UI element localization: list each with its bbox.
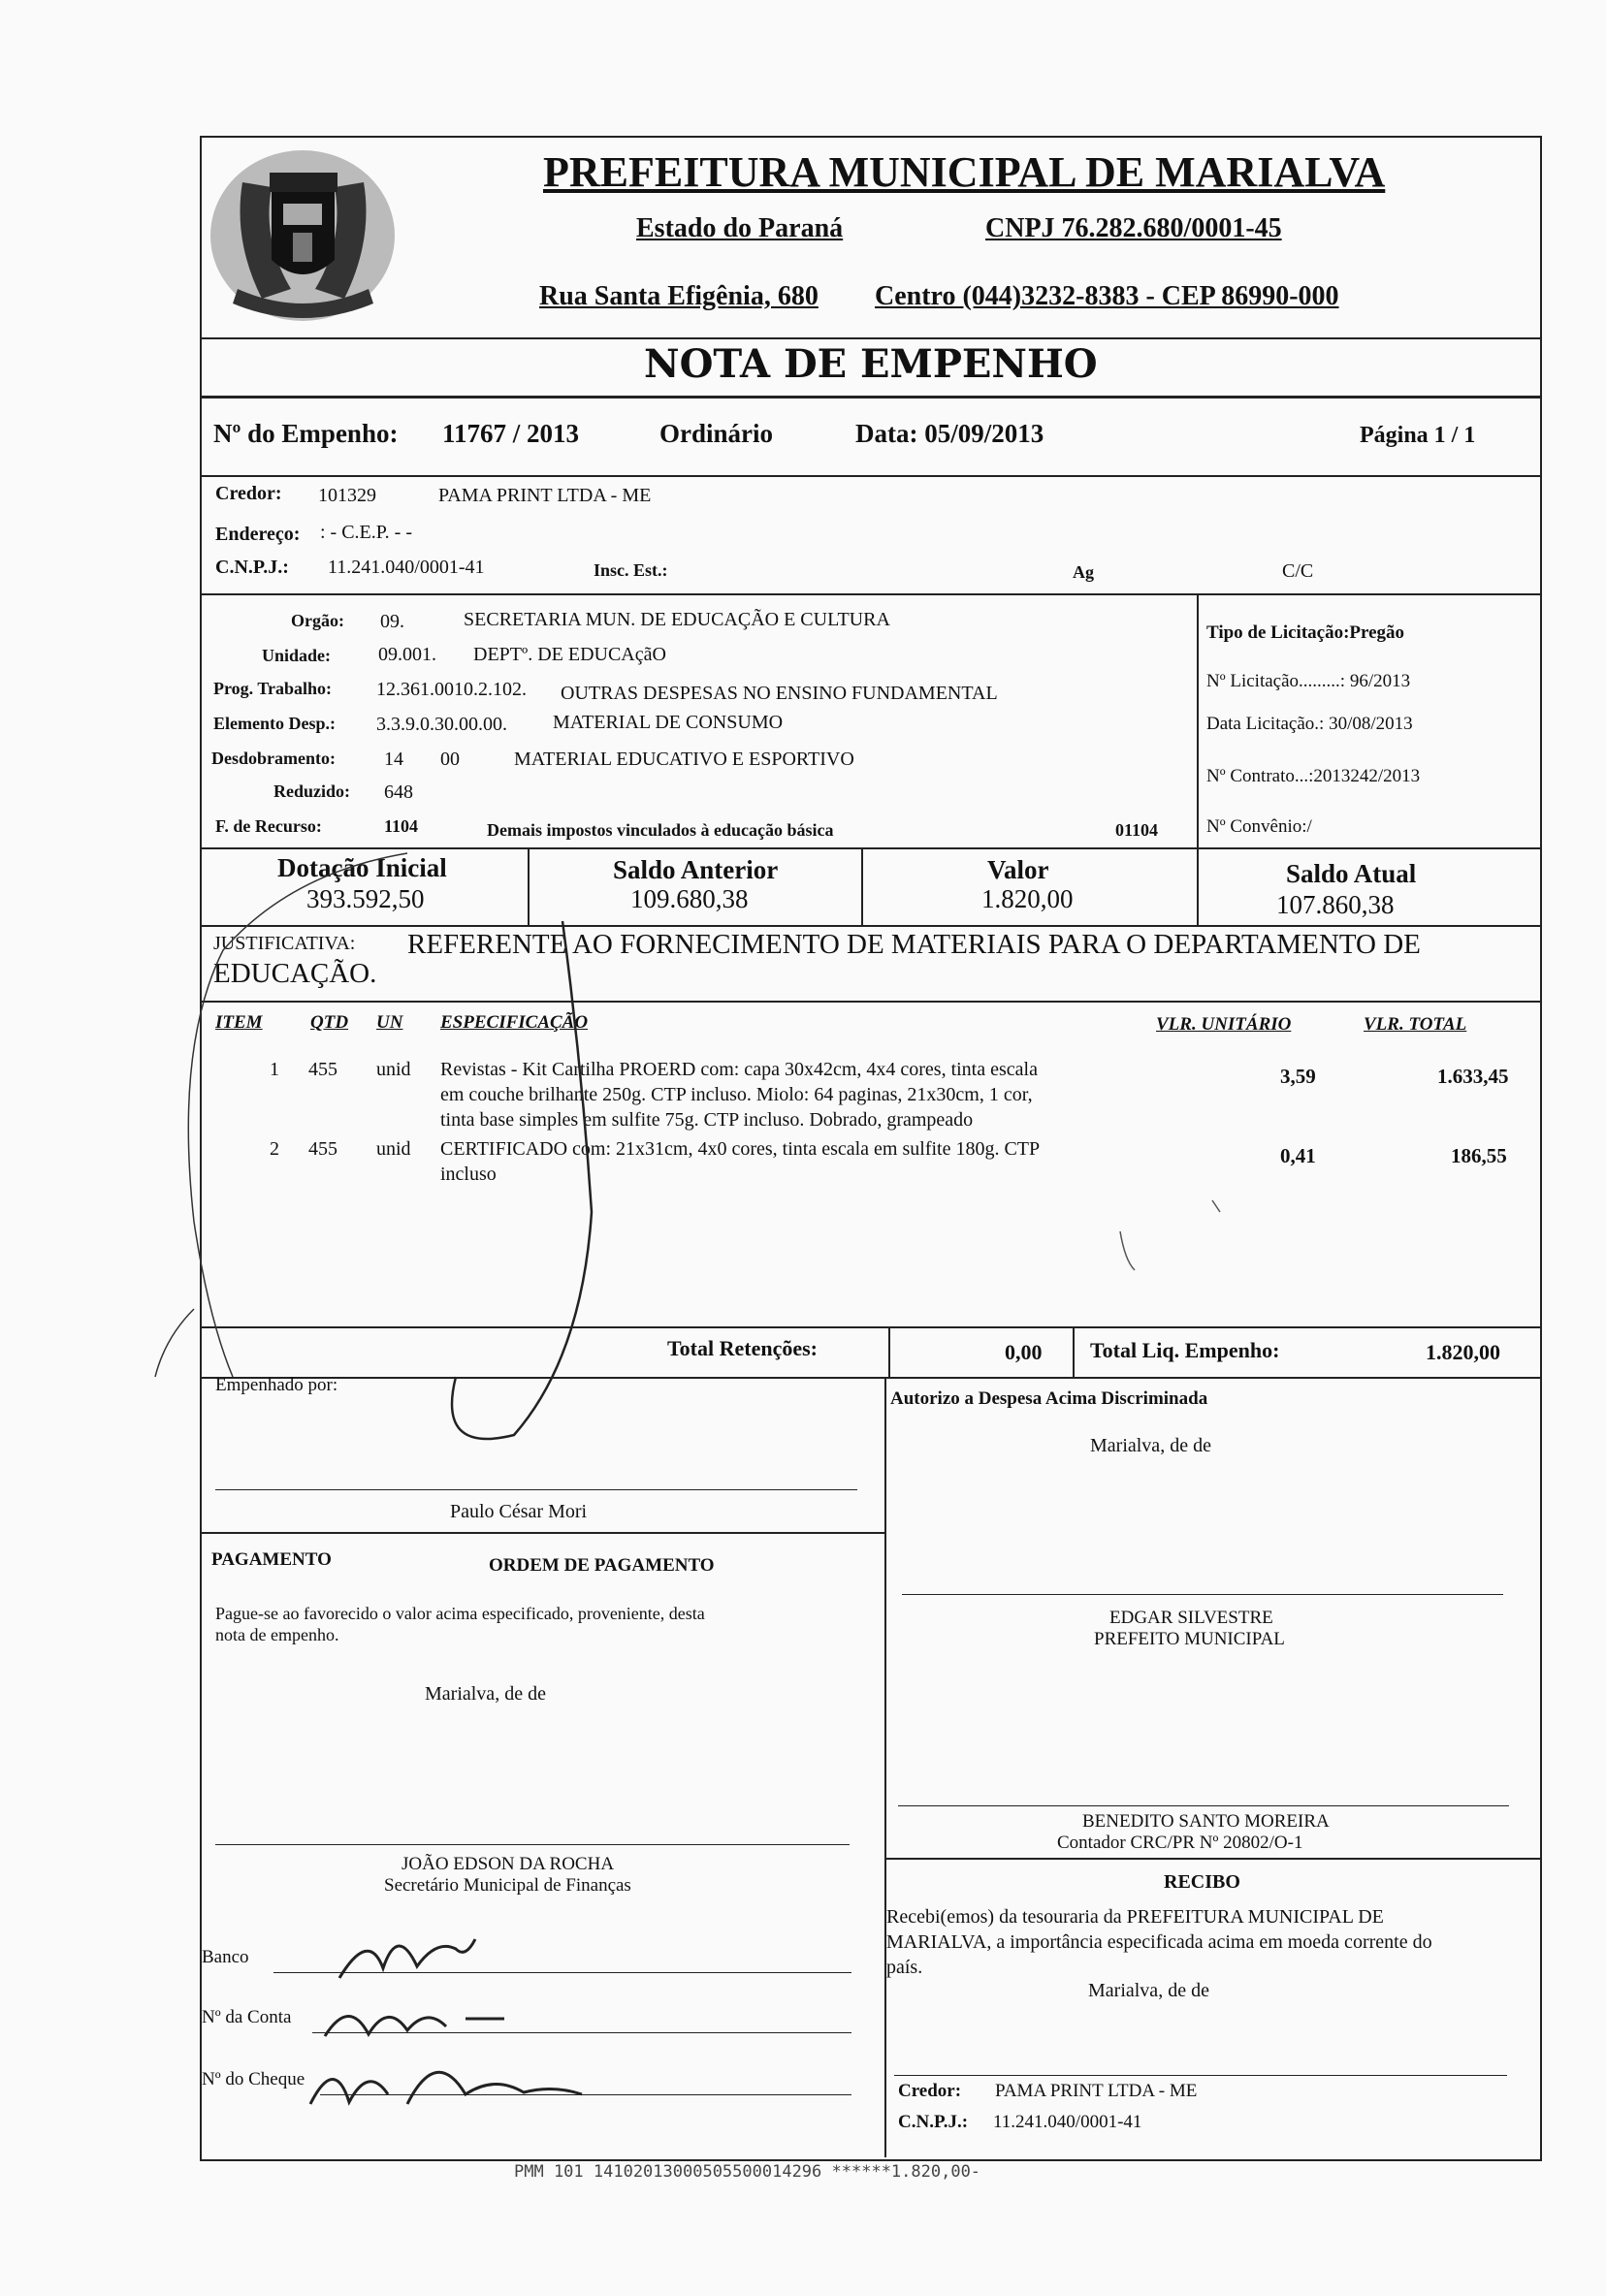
divider xyxy=(200,925,1540,927)
item-1-total: 1.633,45 xyxy=(1437,1065,1509,1088)
signature-line xyxy=(215,1489,857,1490)
divider xyxy=(888,1326,890,1377)
item-1-qtd: 455 xyxy=(308,1059,337,1080)
valor-value: 1.820,00 xyxy=(981,884,1074,913)
desdobramento-label: Desdobramento: xyxy=(211,749,336,768)
elemento-name: MATERIAL DE CONSUMO xyxy=(553,712,784,733)
tipo-licitacao: Tipo de Licitação:Pregão xyxy=(1206,622,1405,643)
saldo-atual-value: 107.860,38 xyxy=(1276,890,1395,919)
divider xyxy=(200,593,1540,595)
contador-title: Contador CRC/PR Nº 20802/O-1 xyxy=(1057,1833,1303,1853)
item-1-spec3: tinta base simples em sulfite 75g. CTP incluso. Dobrado, grampeado xyxy=(440,1109,974,1131)
signature-line xyxy=(215,1844,850,1845)
banco-label: Banco xyxy=(202,1947,249,1967)
divider xyxy=(200,396,1540,399)
credor-label: Credor: xyxy=(215,483,282,504)
empenho-page: Página 1 / 1 xyxy=(1360,423,1476,448)
footer-cnpj-value: 11.241.040/0001-41 xyxy=(993,2112,1142,2132)
header-cnpj: CNPJ 76.282.680/0001-45 xyxy=(985,213,1282,243)
doc-title: NOTA DE EMPENHO xyxy=(644,341,1098,387)
divider xyxy=(200,1532,886,1534)
recibo-line2: MARIALVA, a importância especificada acima em moeda corrente do xyxy=(886,1931,1432,1953)
prog-code: 12.361.0010.2.102. xyxy=(376,679,527,700)
pague-line1: Pague-se ao favorecido o valor acima especificado, proveniente, desta xyxy=(215,1604,705,1623)
numero-convenio: Nº Convênio:/ xyxy=(1206,816,1312,837)
item-1-unit: 3,59 xyxy=(1280,1065,1316,1088)
divider xyxy=(200,1001,1540,1003)
divider xyxy=(200,475,1540,477)
autorizo-label: Autorizo a Despesa Acima Discriminada xyxy=(890,1388,1208,1409)
credor-cnpj-label: C.N.P.J.: xyxy=(215,557,289,578)
address-label: Endereço: xyxy=(215,524,301,545)
item-2-total: 186,55 xyxy=(1451,1144,1507,1167)
retencoes-value: 0,00 xyxy=(1005,1340,1043,1364)
item-2-number: 2 xyxy=(270,1138,279,1160)
reduzido-code: 648 xyxy=(384,781,413,803)
elemento-label: Elemento Desp.: xyxy=(213,714,336,733)
divider xyxy=(1197,847,1199,925)
header-state: Estado do Paraná xyxy=(636,213,844,243)
recibo-line3: país. xyxy=(886,1957,923,1978)
recurso-name: Demais impostos vinculados à educação básica xyxy=(487,820,834,840)
liquido-value: 1.820,00 xyxy=(1426,1340,1500,1364)
ag-label: Ag xyxy=(1073,562,1094,582)
empenho-number-label: Nº do Empenho: xyxy=(213,419,399,448)
recurso-label: F. de Recurso: xyxy=(215,816,322,836)
pagamento-label: PAGAMENTO xyxy=(211,1549,332,1570)
recibo-label: RECIBO xyxy=(1164,1871,1240,1893)
coat-of-arms-icon xyxy=(204,144,402,337)
divider xyxy=(884,1858,1540,1860)
justificativa-line1: REFERENTE AO FORNECIMENTO DE MATERIAIS PARA O DEPARTAMENTO DE xyxy=(407,929,1421,960)
data-licitacao: Data Licitação.: 30/08/2013 xyxy=(1206,714,1413,734)
header-address: Centro (044)3232-8383 - CEP 86990-000 xyxy=(875,281,1339,311)
dotacao-value: 393.592,50 xyxy=(306,884,425,913)
numero-contrato: Nº Contrato...:2013242/2013 xyxy=(1206,766,1421,786)
empenho-type: Ordinário xyxy=(659,419,774,448)
orgao-label: Orgão: xyxy=(291,611,344,630)
header-street: Rua Santa Efigênia, 680 xyxy=(539,281,819,311)
orgao-code: 09. xyxy=(380,611,404,632)
dotacao-label: Dotação Inicial xyxy=(277,853,447,882)
justificativa-line2: EDUCAÇÃO. xyxy=(213,958,377,989)
justificativa-label: JUSTIFICATIVA: xyxy=(213,933,356,954)
divider xyxy=(200,1326,1540,1328)
insc-label: Insc. Est.: xyxy=(594,560,668,580)
empenhado-label: Empenhado por: xyxy=(215,1375,338,1395)
valor-label: Valor xyxy=(987,855,1049,884)
cheque-line xyxy=(320,2094,851,2095)
footer-credor-label: Credor: xyxy=(898,2081,962,2101)
item-2-unit: 0,41 xyxy=(1280,1144,1316,1167)
reduzido-label: Reduzido: xyxy=(273,781,351,801)
divider xyxy=(528,847,530,925)
desdobramento-name: MATERIAL EDUCATIVO E ESPORTIVO xyxy=(514,749,854,770)
pagamento-date: Marialva, de de xyxy=(425,1683,546,1705)
banco-line xyxy=(273,1972,851,1973)
credor-name: PAMA PRINT LTDA - ME xyxy=(438,485,652,506)
contador-name: BENEDITO SANTO MOREIRA xyxy=(1082,1811,1330,1832)
divider xyxy=(1197,593,1199,847)
orgao-name: SECRETARIA MUN. DE EDUCAÇÃO E CULTURA xyxy=(464,609,890,630)
col-item: ITEM xyxy=(215,1012,263,1033)
recibo-line1: Recebi(emos) da tesouraria da PREFEITURA MUNICIPAL DE xyxy=(886,1906,1384,1928)
item-2-qtd: 455 xyxy=(308,1138,337,1160)
credor-code: 101329 xyxy=(318,485,376,506)
item-1-spec2: em couche brilhante 250g. CTP incluso. Miolo: 64 paginas, 21x30cm, 1 cor, xyxy=(440,1084,1033,1105)
recibo-date: Marialva, de de xyxy=(1088,1980,1209,2001)
header-title: PREFEITURA MUNICIPAL DE MARIALVA xyxy=(543,148,1386,196)
conta-label: Nº da Conta xyxy=(202,2007,292,2027)
divider xyxy=(861,847,863,925)
numero-licitacao: Nº Licitação.........: 96/2013 xyxy=(1206,671,1411,691)
divider xyxy=(884,1377,886,2157)
col-total: VLR. TOTAL xyxy=(1364,1014,1467,1035)
signature-line xyxy=(894,2075,1507,2076)
col-un: UN xyxy=(376,1012,403,1033)
divider xyxy=(1073,1326,1075,1377)
empenho-number: 11767 / 2013 xyxy=(442,419,580,448)
conta-line xyxy=(312,2032,851,2033)
cheque-label: Nº do Cheque xyxy=(202,2069,305,2089)
item-1-un: unid xyxy=(376,1059,411,1080)
secretario-name: JOÃO EDSON DA ROCHA xyxy=(402,1854,615,1874)
footer-cnpj-label: C.N.P.J.: xyxy=(898,2112,969,2132)
desdobramento-sub: 00 xyxy=(440,749,460,770)
recurso-code: 1104 xyxy=(384,816,419,836)
saldo-anterior-value: 109.680,38 xyxy=(630,884,749,913)
empenho-date: Data: 05/09/2013 xyxy=(855,419,1044,448)
unidade-name: DEPTº. DE EDUCAçãO xyxy=(473,644,666,665)
unidade-code: 09.001. xyxy=(378,644,436,665)
saldo-anterior-label: Saldo Anterior xyxy=(613,855,779,884)
liquido-label: Total Liq. Empenho: xyxy=(1090,1338,1280,1362)
prog-name: OUTRAS DESPESAS NO ENSINO FUNDAMENTAL xyxy=(561,683,998,704)
footer-credor-name: PAMA PRINT LTDA - ME xyxy=(995,2081,1198,2101)
signature-line xyxy=(902,1594,1503,1595)
footer-code: PMM 101 14102013000505500014296 ******1.820,00- xyxy=(514,2162,981,2182)
prog-label: Prog. Trabalho: xyxy=(213,679,333,698)
empenhado-name: Paulo César Mori xyxy=(450,1501,588,1522)
col-qtd: QTD xyxy=(310,1012,349,1033)
saldo-atual-label: Saldo Atual xyxy=(1286,859,1417,888)
divider xyxy=(200,337,1540,339)
ordem-label: ORDEM DE PAGAMENTO xyxy=(489,1555,715,1576)
retencoes-label: Total Retenções: xyxy=(667,1336,818,1360)
signature-line xyxy=(898,1805,1509,1806)
divider xyxy=(200,847,1540,849)
item-1-number: 1 xyxy=(270,1059,279,1080)
item-1-spec1: Revistas - Kit Cartilha PROERD com: capa 30x42cm, 4x4 cores, tinta escala xyxy=(440,1059,1038,1080)
desdobramento-code: 14 xyxy=(384,749,403,770)
cc-label: C/C xyxy=(1282,560,1314,582)
credor-cnpj: 11.241.040/0001-41 xyxy=(328,557,485,578)
pague-line2: nota de empenho. xyxy=(215,1625,339,1644)
item-2-spec1: CERTIFICADO com: 21x31cm, 4x0 cores, tinta escala em sulfite 180g. CTP xyxy=(440,1138,1041,1160)
recurso-ref: 01104 xyxy=(1115,820,1159,840)
prefeito-title: PREFEITO MUNICIPAL xyxy=(1094,1629,1285,1649)
elemento-code: 3.3.9.0.30.00.00. xyxy=(376,714,507,735)
autorizo-date: Marialva, de de xyxy=(1090,1435,1211,1456)
item-2-un: unid xyxy=(376,1138,411,1160)
address-value: : - C.E.P. - - xyxy=(320,522,412,543)
unidade-label: Unidade: xyxy=(262,646,332,665)
col-spec: ESPECIFICAÇÃO xyxy=(440,1012,589,1033)
col-unit: VLR. UNITÁRIO xyxy=(1156,1014,1292,1035)
secretario-title: Secretário Municipal de Finanças xyxy=(384,1875,631,1896)
item-2-spec2: incluso xyxy=(440,1164,497,1185)
prefeito-name: EDGAR SILVESTRE xyxy=(1109,1608,1273,1628)
divider xyxy=(200,1377,1540,1379)
